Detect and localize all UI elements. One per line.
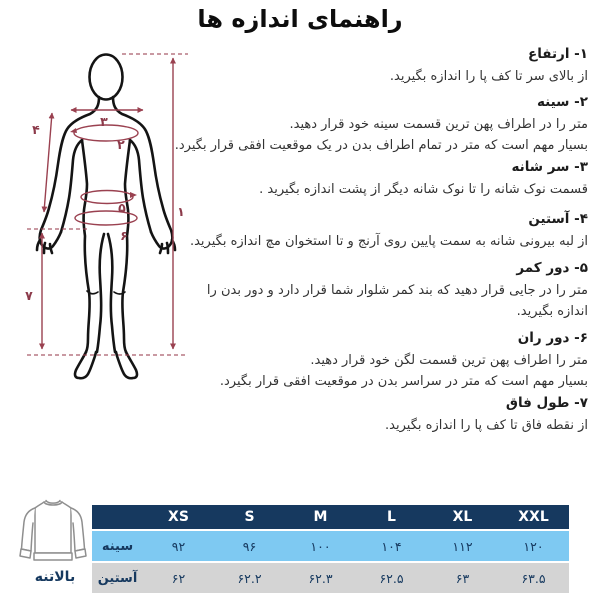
- measure-section-crotch: [28, 395, 588, 436]
- size-cell: ۹۲: [171, 538, 186, 554]
- size-cell: ۱۰۰: [310, 538, 331, 554]
- size-cell: ۶۳.۵: [521, 570, 546, 586]
- size-cell: ۶۲.۲: [237, 570, 262, 586]
- section-text: قسمت نوک شانه را تا نوک شانه دیگر از پشت اندازه بگیرید .: [259, 182, 588, 197]
- label-inseam: ۷: [25, 288, 33, 303]
- section-heading: ۷- طول فاق: [505, 395, 588, 411]
- size-cell: ۶۲.۵: [379, 570, 404, 586]
- section-text: از لبه بیرونی شانه به سمت پایین روی آرنج و تا استخوان مچ اندازه بگیرید.: [189, 234, 588, 249]
- section-heading: ۵- دور کمر: [516, 260, 588, 276]
- size-cell: ۹۶: [242, 538, 257, 554]
- section-text: از بالای سر تا کف پا را اندازه بگیرید.: [389, 69, 588, 84]
- section-text: اندازه بگیرید.: [516, 304, 588, 319]
- section-text: از نقطه فاق تا کف پا را اندازه بگیرید.: [385, 418, 588, 433]
- section-text: متر را در جایی قرار دهید که بند کمر شلوار شما قرار دارد و دور بدن را: [206, 283, 588, 298]
- size-cell: ۱۲۰: [523, 538, 544, 554]
- section-heading: ۴- آستین: [528, 211, 588, 227]
- size-column-header: M: [313, 509, 328, 525]
- measure-section-chest: [28, 94, 588, 156]
- measure-section-height: [28, 46, 588, 87]
- measure-section-sleeve: [28, 211, 588, 252]
- section-text: بسیار مهم است که متر در سراسر بدن در موقعیت افقی قرار بگیرد.: [219, 374, 588, 389]
- size-cell: ۱۱۲: [452, 538, 473, 554]
- section-text: متر را اطراف پهن ترین قسمت لگن خود قرار دهید.: [310, 353, 588, 368]
- row-label: آستین: [97, 570, 138, 586]
- section-text: متر را در اطراف پهن ترین قسمت سینه خود قرار دهید.: [289, 117, 588, 132]
- size-cell: ۶۳: [455, 570, 470, 586]
- measure-section-waist: [28, 260, 588, 322]
- label-chest: ۲: [117, 137, 125, 152]
- label-shoulder: ۳: [100, 114, 108, 129]
- size-table: [92, 505, 569, 595]
- size-cell: ۱۰۴: [381, 538, 402, 554]
- section-heading: ۶- دور ران: [517, 330, 588, 346]
- measure-section-shoulder: [28, 159, 588, 200]
- row-label: سینه: [101, 538, 134, 554]
- size-cell: ۶۲: [171, 570, 186, 586]
- size-column-header-empty: [92, 505, 143, 529]
- size-cell: ۶۲.۳: [308, 570, 333, 586]
- section-heading: ۲- سینه: [536, 94, 588, 110]
- sweatshirt-icon: [13, 496, 93, 572]
- measure-section-thigh: [28, 330, 588, 392]
- table-row-chest: [92, 531, 569, 563]
- size-column-header: XXL: [518, 509, 549, 525]
- size-column-header: L: [387, 509, 396, 525]
- size-column-header: XL: [452, 509, 473, 525]
- section-heading: ۳- سر شانه: [511, 159, 588, 175]
- label-hip: ۶: [120, 228, 128, 243]
- size-column-header: S: [244, 509, 255, 525]
- section-text: بسیار مهم است که متر در تمام اطراف بدن در یک موقعیت افقی قرار بگیرد.: [174, 138, 588, 153]
- label-waist: ۵: [118, 200, 126, 215]
- size-column-header: XS: [168, 509, 189, 525]
- table-row-sleeve: [92, 563, 569, 595]
- garment-category-label: بالاتنه: [34, 569, 76, 585]
- label-height: ۱: [177, 204, 185, 219]
- page-title: راهنمای اندازه ها: [197, 5, 403, 33]
- size-table-header-row: [92, 505, 569, 531]
- section-heading: ۱- ارتفاع: [527, 46, 588, 62]
- label-sleeve: ۴: [32, 122, 40, 137]
